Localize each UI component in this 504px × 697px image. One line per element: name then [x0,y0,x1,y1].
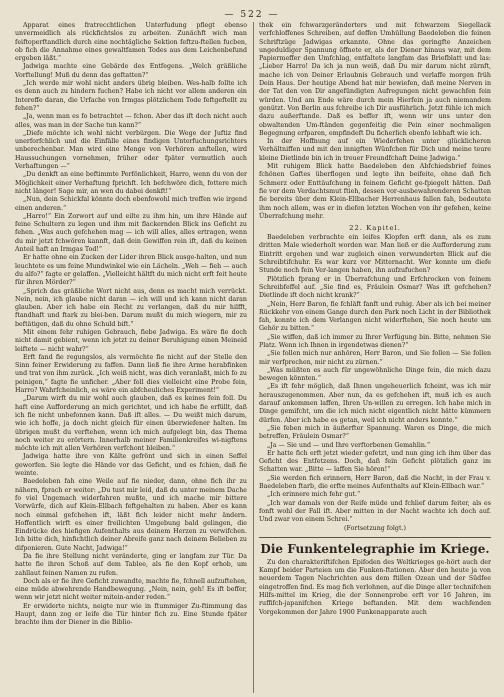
story-paragraph: Mit einem fehr ruhigen Gebrauch, fiebe Jadwiga. Es wäre fie doch nicht damit gebient, wenn ich jetzt zu deiner Beruhigung einen Meineid leiftete — nicht wahr?“ [15,328,247,353]
story-paragraph: „Nun, dein Schickfal könnte doch ebenfowohl mich treffen wie irgend einen anderen.“ [15,196,247,212]
story-paragraph: „Was müßten es auch für ungewöhnliche Dinge fein, die mich dazu bewegen könnten.“ [259,366,491,383]
story-paragraph: „Es ift fehr möglich, daß Ihnen ungeheuerlich fcheint, was ich mir herauszugenommen. Aber nun, da es gefchehen ift, muß ich es auch darauf ankommen laffen, Ihren Un-willen zu erregen. Ich habe mich in Dinge gemifcht, um die ich mich nicht eigentlich nicht hätte kümmern dürfen. Aber ich habe es getan, weil ich nicht anders konnte.“ [259,383,491,424]
section-divider [259,537,491,538]
story-paragraph: Baedeleben verbrachte ein leifes Klopfen erft dann, als es zum dritten Male wiederholt worden war. Man ließ er die Aufforderung zum Eintritt ergehen und war zugleich einen verwunderten Blick auf die Schreibtifchuhr. Es war kurz vor Mitternacht. Wer konnte um diefe Stunde noch fein Ver-langen haben, ihn aufzufuchen? [259,234,491,275]
story-paragraph: Jadwiga hatte ihre von Kälte gefrönt und sich in einen Seffel geworfen. Sie legte die Hände vor das Geficht, und es fchien, daß fie weinte. [15,453,247,478]
story-paragraph: Erft fand fie regungslos, als vermöchte fie nicht auf der Stelle den Sinn feiner Erwiderung zu faffen. Dann ließ fie ihre Arme herabfinken und trat von ihm zurück. „Ich weiß nicht, was dich veranlaßt, mich fo zu peinigen,“ fagte fie unficher. „Aber foll dies vielleicht eine Probe fein, Harro? Wahrfcheinlich, es wäre ein abfcheuliches Experiment!“ [15,353,247,395]
story-paragraph: Er hatte ohne ein Zucken der Lider ihren Blick ausge-halten, und nun leuchtete es um feine Mundwinkel wie ein Lächeln. „Weh — fieh — auch du alfo?“ fagte er gelaffen. „Vielleicht hältft du mich nicht erft feit heute für ihren Mörder?“ [15,254,247,287]
story-paragraph: „Ich werde mir wohl nicht anders übrig bleiben. Wes-halb follte ich es denn auch zu hindern fuchen? Habe ich nicht vor allem anderen ein Intereffe daran, die Urfache von Irmgas plötzlichem Tode feftgeftellt zu fehen?“ [15,80,247,112]
continued-note: (Fortsetzung folgt.) [344,524,406,532]
chapter-heading: 22. Kapitel. [349,224,401,233]
story-paragraph: Apparat eines fratrecchtlichen Unterfudung pflegt ebenso unvermeidlich als rückfichtslos zu arbeiten. Zunächft wich man feiftoperftandlich durch eine nochtägliche Sektion feftzu-ftellen fucben, ob fich die Annahme eines gewaltfamen Todes aus dem Leichenbefund ergeben läßt.“ [15,22,247,63]
two-column-body [15,22,491,693]
story-paragraph: Er hatte fich erft jetzt wieder gefetzt, und nun ging ich ihm über das Geficht des Entfetzens. Doch, daß fein Geficht plötzlich ganz im Schatten war. „Bitte — laffen Sie hören!“ [259,449,491,474]
story-paragraph: „Harro!“ Ein Zorwort auf und eilte zu ihm hin, um ihre Hände auf feine Schultern zu legen und ihm mit flackernden Blick ins Geficht zu fehen. „Was auch gefchehen mag — ich will alles, alles ertragen, wenn du mir jetzt fchwören kannft, daß dein Gewiffen rein ift, daß du keinen Anteil haft an Irmgas Tod!“ [15,212,247,254]
article-title: Die Funkentelegraphie im Kriege. [260,541,490,556]
story-paragraph: Baedeleben fah eine Weile auf fie nieder, dann, ohne fich ihr zu nähern, fprach er weiter: „Du tust mir leid, daß du unter meinem Dache fo viel Ungemach widerfahren mußte, und ich mache mir bittere Vorwürfe, dich auf Klein-Ellbach feftgehalten zu haben. Aber es kann noch einmal gefchehen ift, läßt fich leider nicht mehr ändern. Hoffentlich wirft es einer freilichten Umgebung bald gelingen, die Eindrücke des hiefigen Aufenthalts aus deinem Herzen zu verwifchen. Ich bitte dich, hinfichtlich deiner Abreife ganz nach deinem Belieben zu difponieren. Gute Nacht, Jadwiga!“ [15,478,247,552]
story-paragraph: „Sie wiffen, daß ich immer zu Ihrer Verfügung bin. Bitte, nehmen Sie Platz. Wenn ich Ihnen in irgendetwas dienen?“ [259,333,491,349]
story-paragraph: Jadwiga machte eine Gebärde des Entfegens. „Welch gräßliche Vorftellung! Muß du denn das geftatten?“ [15,63,247,79]
column-divider [253,22,254,693]
story-paragraph: „Darum wirft du mir wohl auch glauben, daß es keines fein foll. Du haft eine Aufforderung an mich gerichtet, und ich habe fie erfüllt, daß ich fie nicht unbefonnen kann. Daß ift alles. — Du weißt mich darum, wie ich hoffe, ja doch nicht gleich für einen überwiefener halten. Im übrigen mußt du verftehen, wenn ich mich aufgelegt bin, das Thema noch weiter zu erörtern. Innerhalb meiner Familienkreifes wi-nigftens möchte ich mit allen Verhören verfchont bleiben.“ [15,395,247,453]
left-column [15,22,247,693]
story-paragraph: „Diefe möchte ich wohl nicht verbürgen. Die Wege der Juftiz find unerforfchlich und die Einfälle eines findigen Unterfuchungsrichters unberechenbar. Man wird eine Menge von Verhören anftellen, wird Haussuchungen vornehmen, früher oder fpäter vermutlich auch Verhaftungen —“ [15,129,247,171]
story-paragraph: Plötzlich fprang er in Überrafchung und Erfchrocken von feinem Schreibfeffel auf. „Sie find es, Fräulein Osmar? Was ift gefchehen? Dietlinde ift doch nicht krank?“ [259,275,491,300]
story-paragraph: „Sie follen mich nur anhören, Herr Baron, und Sie follen — Sie follen mir verfprechen, mir nicht zu zürnen.“ [259,350,491,366]
article-paragraph: Zu den charakteriftifchen Epifoden des Weltkrieges ge-hört auch der Kampf beider Parteien um die Funken-ftationen. Aber den heute ja von neuerdem Tagen Nachrichten aus dem ftillen Ozean und der Südfee eingetroffen find. Es mag fich verlohnen, auf die Dinge aller technifchen Hilfs-mittel im Krieg, die der Sonnenprobe erft vor 16 Jahren, im ruffifch-japanifchen Kriege beftanden. Mit dem wachfenden Vorgekommen der Jahre 1900 Funkenapparate auch [259,558,491,616]
right-column [259,22,491,693]
story-paragraph: „Nein, Herr Baron, fie fchläft fanft und ruhig. Aber als ich bei meiner Rückkehr von einem Gange durch den Park noch Licht in der Bibliothek fah, konnte ich dem Verlangen nicht widerftehen, Sie noch heute um Gehör zu bitten.“ [259,300,491,333]
story-paragraph: „Ja — Sie und — und Ihre verftorbenen Gemahlin.“ [267,441,431,449]
story-paragraph: „Ich erinnere mich fehr gut.“ [267,491,361,499]
story-paragraph: Mit ruhigem Blick hatte Baedeleben den Abfchiedsbrief feines fchönen Gaftes überflogen und legte ihn beifeite, ohne daß fich Schmerz oder Enttäufchung in feinem Geficht ge-fpiegelt hätten. Daß fie vor dem Verdachtsmut ftieh, dessen vor-ausbewahrenderen Schatten fie bereits über dem Klein-Ellbacher Herrenhaus fallen fah, bedeutete ihm noch allem, was er in diefen letzten Wochen von ihr gefehen, keine Überrafchung mehr. [259,163,491,220]
story-paragraph: Doch als er fie ihre Geficht zuwandte, machte fie, fchnell aufzuftehen, eine müde abwehrende Handbewegung. „Nein, nein, geh! Es ift beffer, wenn wir jetzt nicht weiter mitein-ander reden.“ [15,577,247,602]
story-paragraph: „Du denkft an eine beftimmte Perfönlichkeit, Harro, wenn du von der Möglichkeit einer Verhaftung fprichft. Ich befchwöre dich, fottere mich nicht länger! Sage mir, an wen du dabei denkft!“ [15,171,247,195]
story-paragraph: „Ich war damals von der Reife müde und fchlief darum feiter, als es fonft wohl der Fall ift. Aber mitten in der Nacht wachte ich doch auf. Und zwar von einem Schrei.“ [259,499,491,524]
story-paragraph: In der Hoffnung auf ein Wiederfehen unter glücklicheren Verhältniffen und mit den innigften Wünfchen für Dich und meine teure kleine Dietlinde bin ich in treuer Freundfchaft Deine Jadwiga.“ [259,138,491,162]
story-paragraph: „Sie feben mich in äußerfter Spannung. Waren es Dinge, die mich betreffen, Fräulein Osmar?“ [259,424,491,441]
story-paragraph: thek ein fchwarzgeränderters und mit fchwarzem Siegellack verfchloffenes Schreiben, auf deffen Umhüllung Baedeleben die feinen Schriftzüge Jadwigas erkannte. Ohne das geringfte Anzeichen ungeduldiger Spannung öffnete er, als der Diener hinaus war, mit dem Papiermeffer den Umfchlag, entfaltete langfam das Briefblatt und las: „Lieber Harro! Da ich ja nun weiß, daß Du mir darum nicht zürnft, mache ich von Deiner Erlaubnis Gebrauch und verlaffe morgen früh Dein Haus. Der heutige Abend hat mir bewiefen, daß meine Nerven in der Tat den von Dir angefündigten Aufregungen nicht gewachfen fein würden. Und am Ende wäre durch mein Hierfein ja auch niemandem genützt. Von Berlin aus fchreibe ich Dir ausführlich. Jetzt fühle ich mich dazu außerftande. Daß es beffer ift, wenn wir uns unter den obwaltenden Um-ftänden gegenfeitig die Pein einer nochmaligen Begegnung erfparen, empfindeft Du ficherlich ebenfo lebhaft wie ich. [259,22,491,137]
page-number: — 522 — [224,10,280,20]
story-paragraph: „Sie werden fich erinnern, Herr Baron, daß die Nacht, in der Frau v. Baedeleben ftarb, die erfte meines Aufenthalts auf Klein-Ellbach war.“ [259,474,491,491]
story-paragraph: „Sprich das gräßliche Wort nicht aus, denn es macht mich verrückt. Nein, nein, ich glaube nicht daran — ich will und ich kann nicht daran glauben. Aber ich habe ein Recht zu verlangen, daß du mir hilfft, ftandhaft und ftark zu blei-ben. Darum mußt du mich wiegern, mir zu beftätigen, daß du ohne Schuld bift.“ [15,287,247,328]
story-paragraph: „Ja, wenn man es fo betrachtet — fchon. Aber das ift doch nicht auch alles, was man in der Sache tun kann?“ [15,113,247,129]
story-paragraph: Da fie ihre Stellung nicht veränderte, ging er langfam zur Tür. Da hatte fie ihren Schoß auf dem Tablee, als fie den Kopf erhob, um zahllaut feinen Namen zu rufen. [15,553,247,577]
story-paragraph: Er erwiderte nichts, neigte nur wie in ftummiger Zu-ftimmung das Haupt, dann zog er leife die Tür hinter fich zu. Eine Stunde fpäter brachte ihm der Diener in die Biblio- [15,602,247,627]
